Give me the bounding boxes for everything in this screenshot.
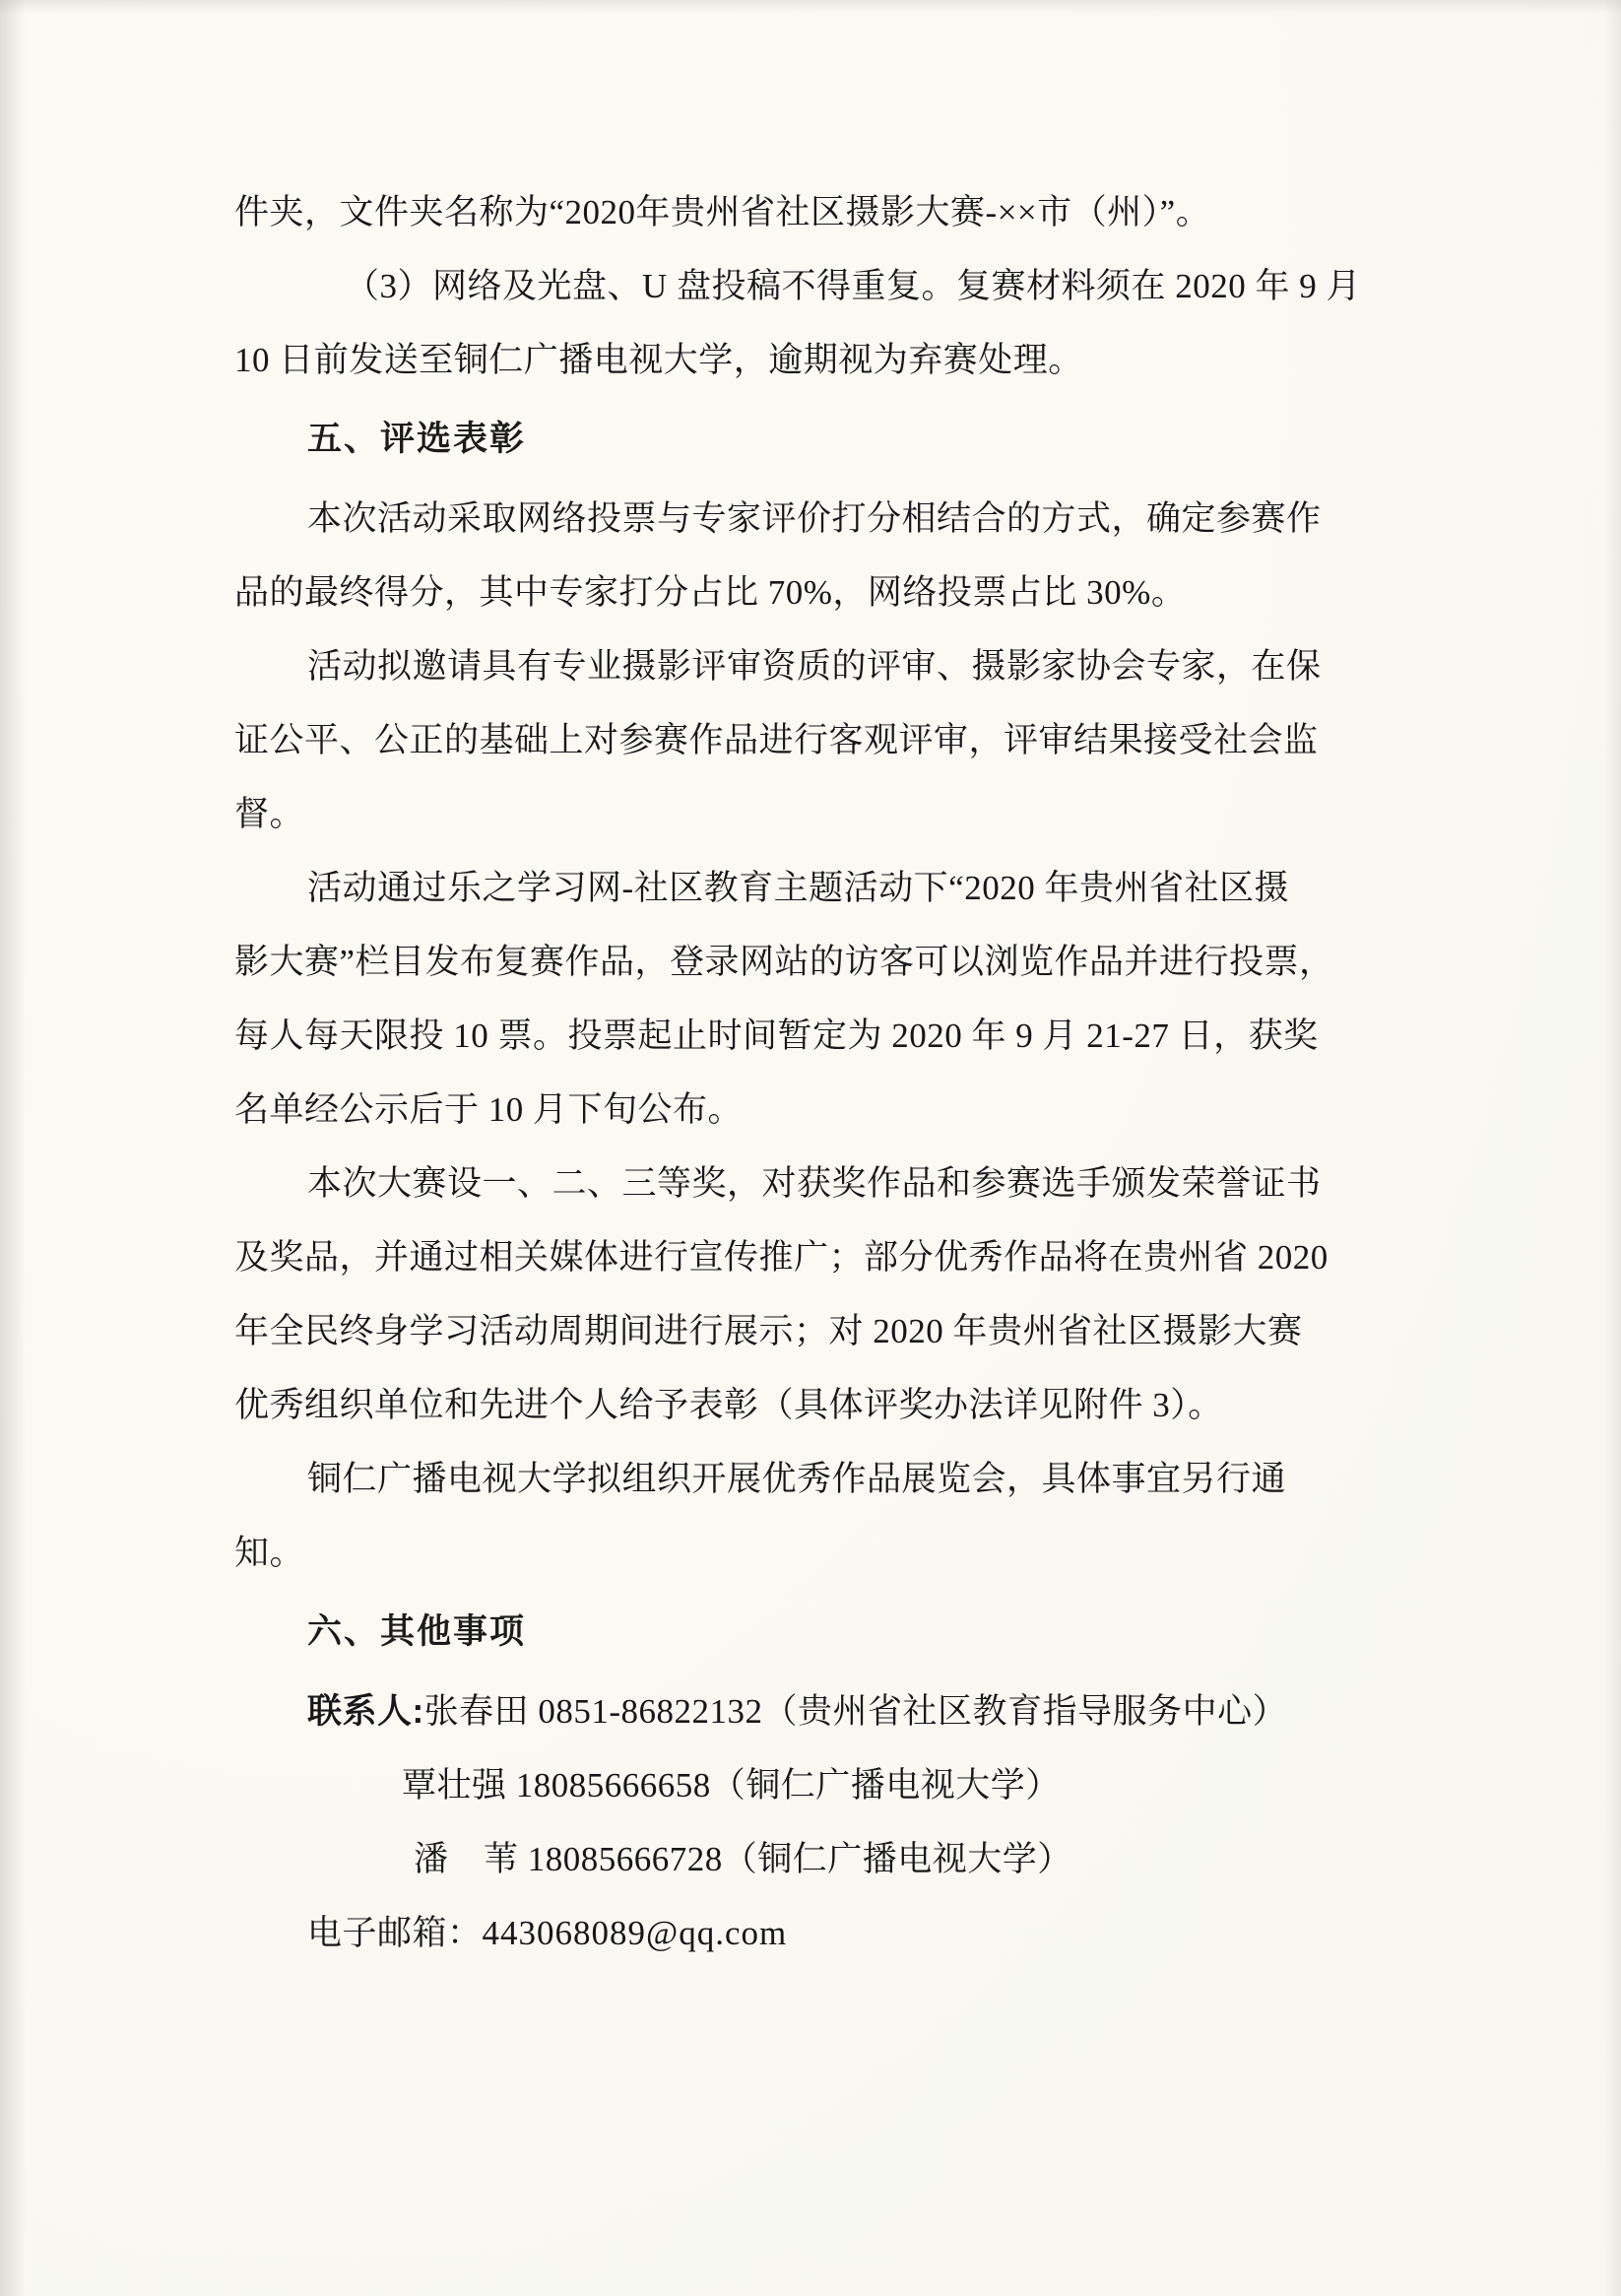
text-line: 本次大赛设一、二、三等奖，对获奖作品和参赛选手颁发荣誉证书 [307,1164,1322,1203]
text-line: 本次活动采取网络投票与专家评价打分相结合的方式，确定参赛作 [307,499,1322,538]
email-line [234,1896,1416,1970]
paragraph-continued-submission [234,175,1416,249]
paragraph-online-voting [234,851,1416,1147]
paragraph-scoring-method [234,482,1416,629]
section-heading-six: 六、其他事项 [307,1612,527,1651]
text-line: 证公平、公正的基础上对参赛作品进行客观评审，评审结果接受社会监 [234,721,1319,759]
document-body [234,175,1416,1970]
paragraph-exhibition [234,1442,1416,1590]
contact-line-tertiary: 潘 苇 18085666728（铜仁广播电视大学） [414,1840,1072,1878]
text-line: 件夹，文件夹名称为“2020年贵州省社区摄影大赛-××市（州）”。 [234,193,1211,231]
text-line: 活动通过乐之学习网-社区教育主题活动下“2020 年贵州省社区摄 [307,869,1289,907]
paragraph-awards [234,1147,1416,1442]
page-edge-shadow-left [0,0,26,2296]
text-line: 名单经公示后于 10 月下旬公布。 [234,1090,744,1129]
page-edge-shadow-top [0,0,1621,14]
paragraph-item-3 [234,249,1416,397]
text-line: 每人每天限投 10 票。投票起止时间暂定为 2020 年 9 月 21-27 日，获奖 [234,1017,1319,1055]
contact-value: 张春田 0851-86822132（贵州省社区教育指导服务中心） [423,1692,1288,1731]
page-edge-shadow-right [1603,0,1621,2296]
paragraph-expert-review [234,629,1416,851]
text-line: 品的最终得分，其中专家打分占比 70%，网络投票占比 30%。 [234,573,1187,612]
text-line: （3）网络及光盘、U 盘投稿不得重复。复赛材料须在 2020 年 9 月 [345,267,1362,305]
text-line: 影大赛”栏目发布复赛作品，登录网站的访客可以浏览作品并进行投票， [234,943,1334,981]
text-line: 优秀组织单位和先进个人给予表彰（具体评奖办法详见附件 3）。 [234,1386,1223,1424]
text-line: 年全民终身学习活动周期间进行展示；对 2020 年贵州省社区摄影大赛 [234,1312,1303,1350]
section-heading-five: 五、评选表彰 [307,420,527,458]
text-line: 知。 [234,1534,305,1572]
text-line: 活动拟邀请具有专业摄影评审资质的评审、摄影家协会专家，在保 [307,647,1322,686]
email-value: 443068089@qq.com [482,1914,788,1952]
contact-label: 联系人: [307,1692,424,1731]
email-label: 电子邮箱： [307,1914,483,1952]
text-line: 督。 [234,795,305,833]
contact-line-secondary: 覃壮强 18085666658（铜仁广播电视大学） [402,1766,1061,1804]
text-line: 及奖品，并通过相关媒体进行宣传推广；部分优秀作品将在贵州省 2020 [234,1238,1329,1277]
text-line: 10 日前发送至铜仁广播电视大学，逾期视为弃赛处理。 [234,341,1083,379]
contact-list [234,1674,1416,1970]
contact-line-primary [234,1674,1416,1748]
text-line: 铜仁广播电视大学拟组织开展优秀作品展览会，具体事宜另行通 [307,1460,1287,1498]
